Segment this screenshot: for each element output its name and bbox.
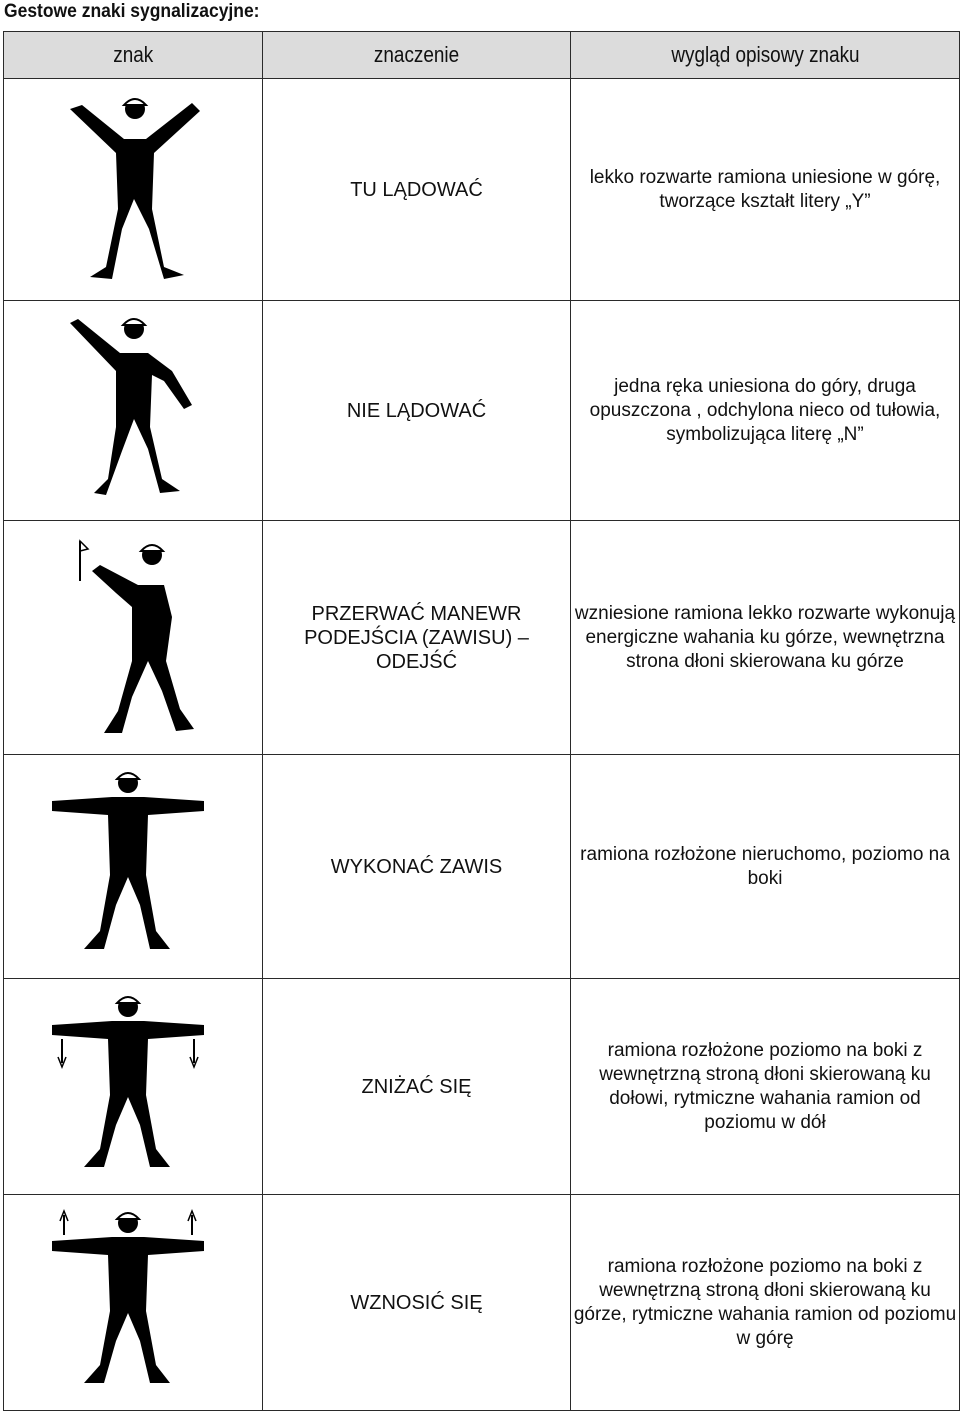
table-row: [4, 1195, 960, 1411]
table-row: [4, 755, 960, 979]
signal-hover-figure: [4, 755, 263, 979]
sign-cell: [4, 301, 263, 521]
table-row: [4, 979, 960, 1195]
signal-abort-approach-figure: [4, 521, 263, 755]
sign-cell: [4, 755, 263, 979]
meaning-cell: WZNOSIĆ SIĘ: [263, 1195, 571, 1411]
description-cell: ramiona rozłożone poziomo na boki z wewnętrzną stroną dłoni skierowaną ku górze, rytmiczne wahania ramion od poziomu w górę: [571, 1195, 960, 1411]
sign-cell: [4, 79, 263, 301]
header-meaning: znaczenie: [263, 32, 571, 79]
sign-cell: [4, 1195, 263, 1411]
table-row: [4, 79, 960, 301]
meaning-cell: NIE LĄDOWAĆ: [263, 301, 571, 521]
signal-descend-figure: [4, 979, 263, 1195]
meaning-cell: PRZERWAĆ MANEWR PODEJŚCIA (ZAWISU) – ODEJŚĆ: [263, 521, 571, 755]
header-description: wygląd opisowy znaku: [571, 32, 960, 79]
description-cell: ramiona rozłożone nieruchomo, poziomo na boki: [571, 755, 960, 979]
description-cell: wzniesione ramiona lekko rozwarte wykonują energiczne wahania ku górze, wewnętrzna strona dłoni skierowana ku górze: [571, 521, 960, 755]
sign-cell: [4, 979, 263, 1195]
header-row: [4, 32, 960, 79]
header-sign: znak: [4, 32, 263, 79]
meaning-cell: TU LĄDOWAĆ: [263, 79, 571, 301]
signal-ascend-figure: [4, 1195, 263, 1411]
page-title: Gestowe znaki sygnalizacyjne:: [4, 1, 260, 22]
meaning-cell: WYKONAĆ ZAWIS: [263, 755, 571, 979]
description-cell: jedna ręka uniesiona do góry, druga opuszczona , odchylona nieco od tułowia, symbolizująca literę „N”: [571, 301, 960, 521]
table-row: [4, 301, 960, 521]
signal-do-not-land-figure: [4, 301, 263, 521]
description-cell: lekko rozwarte ramiona uniesione w górę, tworzące kształt litery „Y”: [571, 79, 960, 301]
signals-table: [3, 31, 960, 1411]
sign-cell: [4, 521, 263, 755]
description-cell: ramiona rozłożone poziomo na boki z wewnętrzną stroną dłoni skierowaną ku dołowi, rytmiczne wahania ramion od poziomu w dół: [571, 979, 960, 1195]
meaning-cell: ZNIŻAĆ SIĘ: [263, 979, 571, 1195]
signal-land-here-figure: [4, 79, 263, 301]
table-row: [4, 521, 960, 755]
